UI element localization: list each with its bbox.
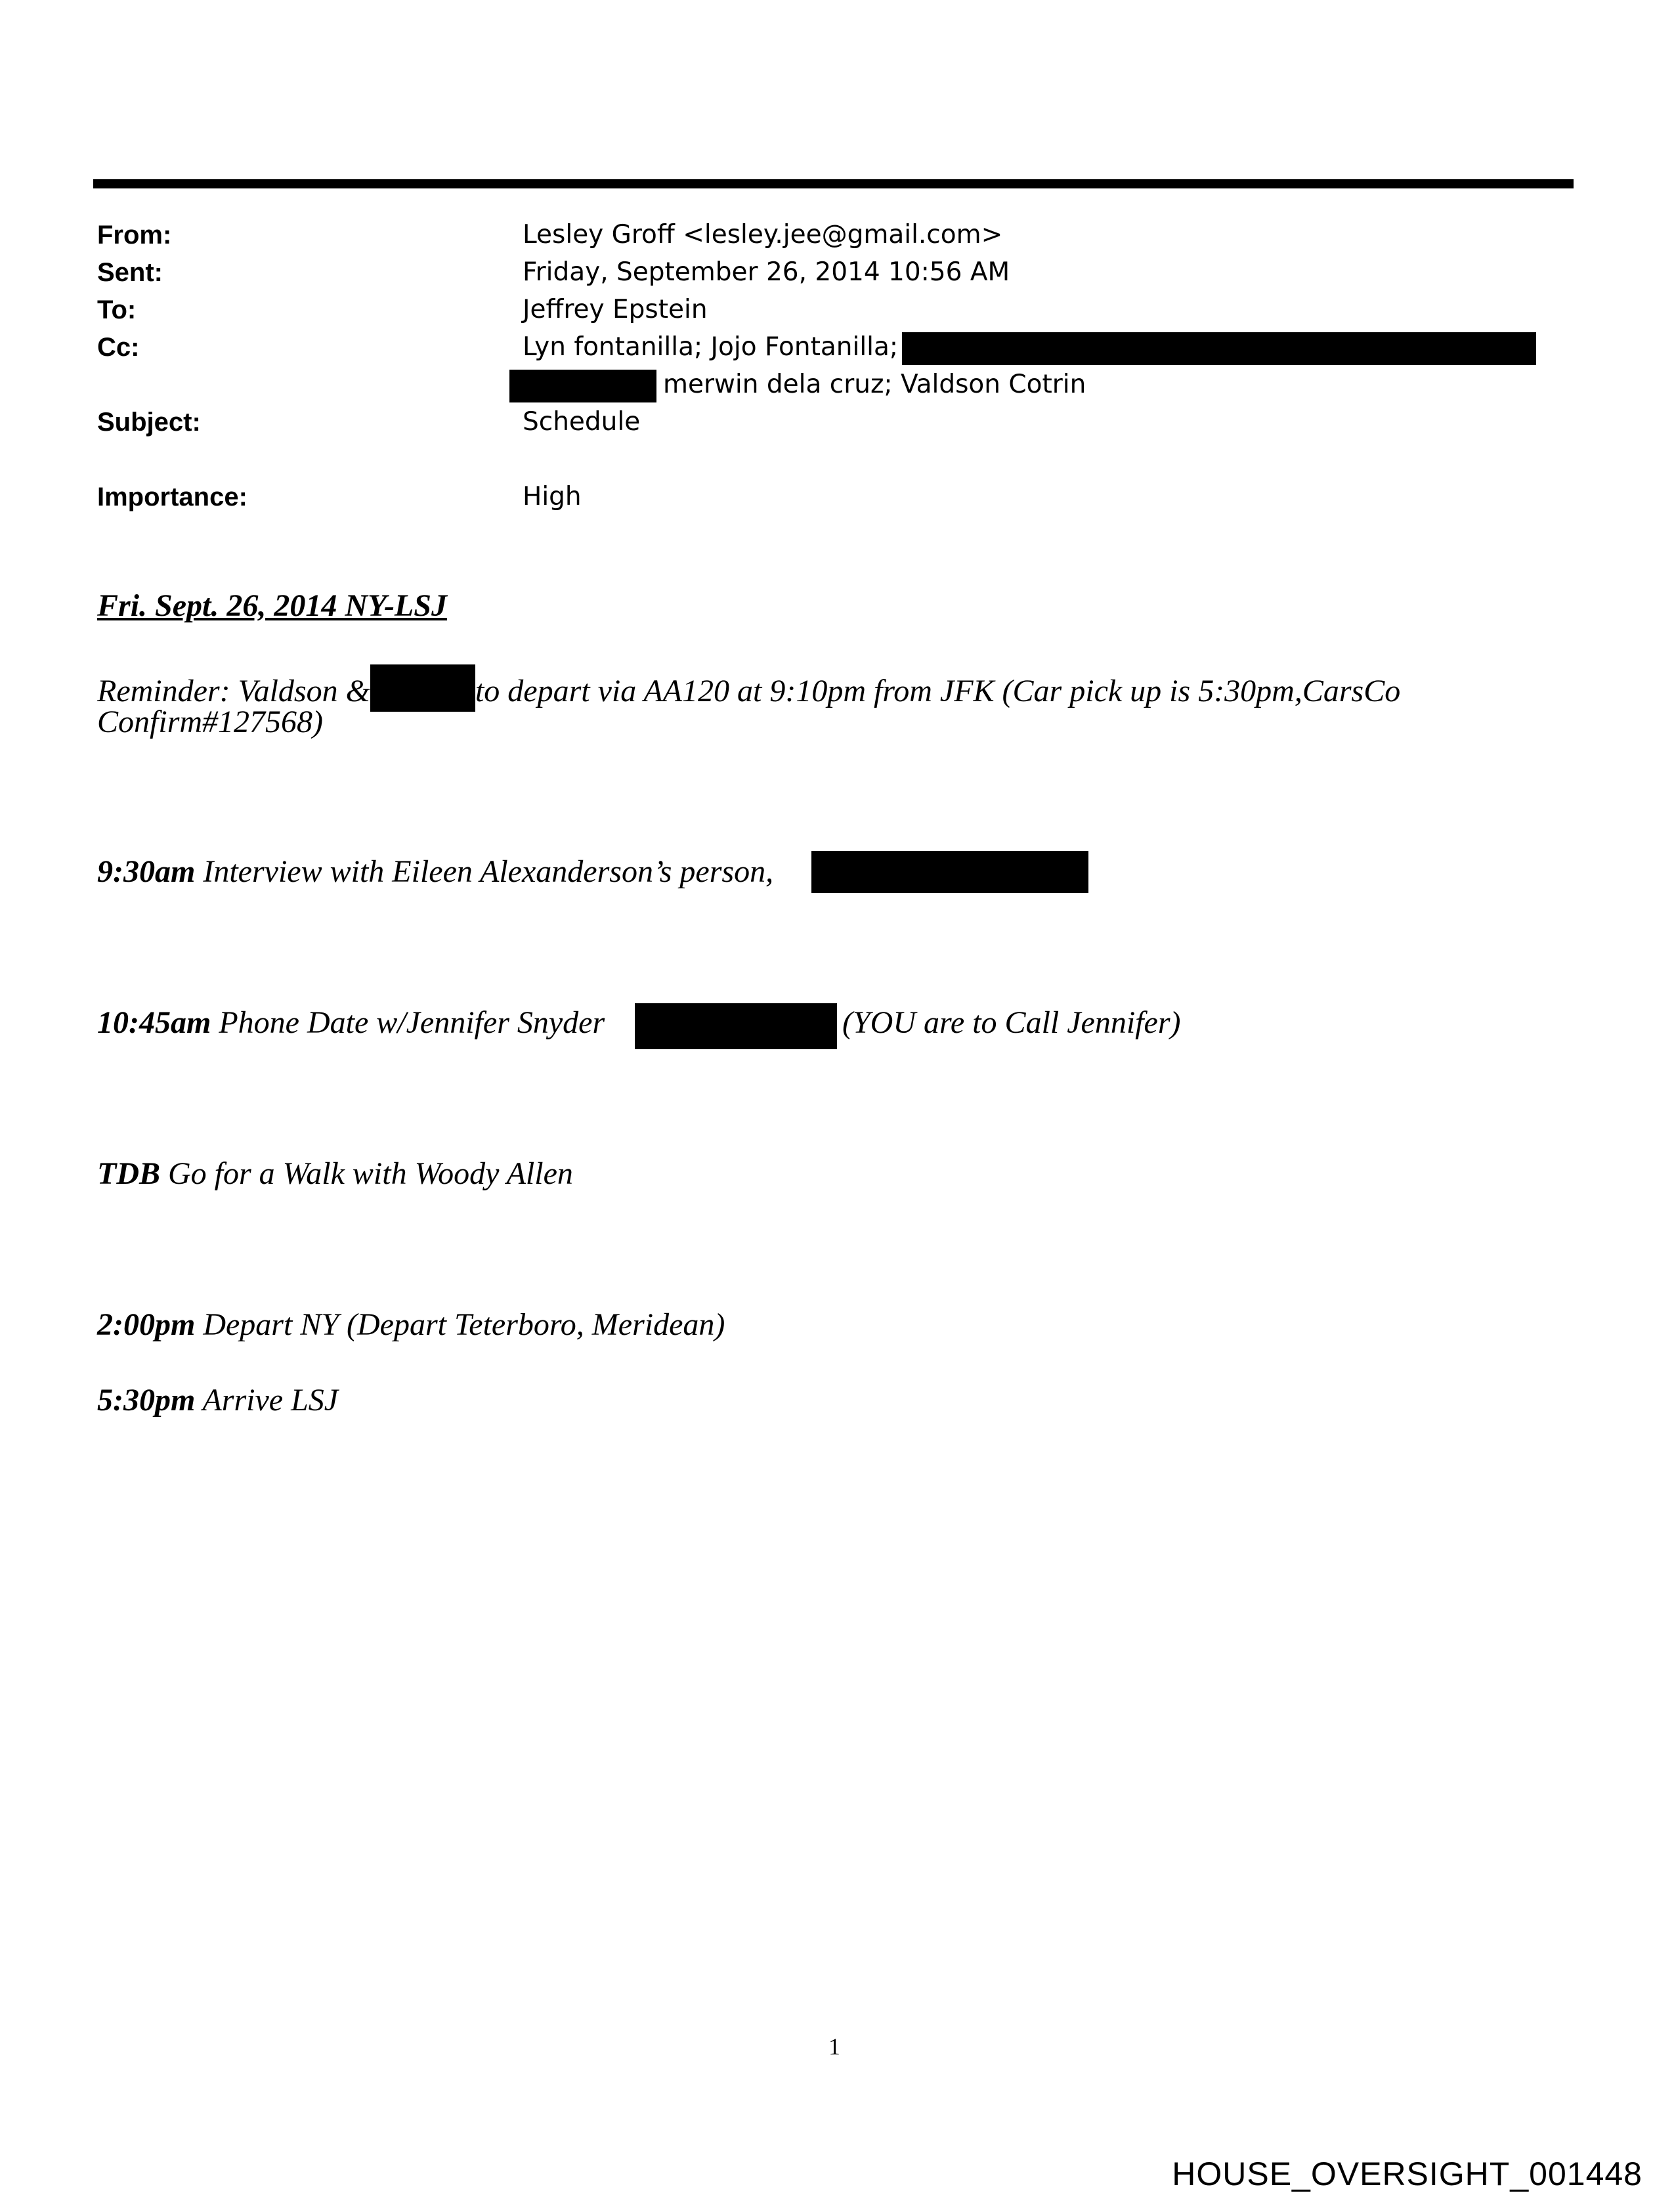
item-text: Interview with Eileen Alexanderson’s person, bbox=[203, 854, 774, 889]
item-time: 10:45am bbox=[97, 1005, 211, 1040]
subject-label: Subject: bbox=[97, 408, 201, 437]
schedule-item bbox=[97, 854, 773, 890]
item-text: Depart NY (Depart Teterboro, Meridean) bbox=[203, 1307, 725, 1342]
to-label: To: bbox=[97, 295, 137, 324]
item-text: Phone Date w/Jennifer Snyder bbox=[219, 1005, 605, 1040]
item-suffix: (YOU are to Call Jennifer) bbox=[842, 1005, 1181, 1040]
cc-line-1-text: Lyn fontanilla; Jojo Fontanilla; bbox=[523, 332, 899, 362]
to-value: Jeffrey Epstein bbox=[523, 295, 708, 324]
redaction-box bbox=[370, 664, 475, 712]
schedule-item bbox=[97, 1005, 605, 1041]
sent-value: Friday, September 26, 2014 10:56 AM bbox=[523, 257, 1010, 287]
sent-label: Sent: bbox=[97, 258, 163, 287]
item-text: Go for a Walk with Woody Allen bbox=[168, 1156, 573, 1191]
reminder-line-2: Confirm#127568) bbox=[97, 705, 324, 739]
importance-label: Importance: bbox=[97, 483, 247, 511]
redaction-box bbox=[635, 1003, 837, 1049]
schedule-item bbox=[97, 1307, 725, 1343]
importance-value: High bbox=[523, 482, 582, 511]
subject-value: Schedule bbox=[523, 407, 641, 437]
item-time: 5:30pm bbox=[97, 1383, 196, 1418]
item-time: TDB bbox=[97, 1156, 160, 1191]
item-time: 2:00pm bbox=[97, 1307, 196, 1342]
from-value: Lesley Groff <lesley.jee@gmail.com> bbox=[523, 220, 1003, 249]
item-text: Arrive LSJ bbox=[202, 1383, 339, 1418]
reminder-pre: Reminder: Valdson & bbox=[97, 674, 370, 708]
redaction-box bbox=[902, 332, 1536, 365]
cc-line-2 bbox=[509, 368, 1086, 402]
redaction-box bbox=[811, 851, 1088, 893]
header-rule bbox=[93, 179, 1574, 188]
schedule-item bbox=[97, 1382, 338, 1419]
cc-line-1 bbox=[523, 331, 1536, 365]
from-label: From: bbox=[97, 221, 172, 249]
schedule-item bbox=[97, 1156, 573, 1192]
redaction-box bbox=[509, 370, 656, 402]
cc-label: Cc: bbox=[97, 333, 140, 362]
schedule-title: Fri. Sept. 26, 2014 NY-LSJ bbox=[97, 588, 447, 623]
bates-number: HOUSE_OVERSIGHT_001448 bbox=[1172, 2156, 1642, 2192]
reminder-post: to depart via AA120 at 9:10pm from JFK (Car pick up is 5:30pm,CarsCo bbox=[475, 674, 1401, 708]
item-time: 9:30am bbox=[97, 854, 196, 889]
cc-line-2-text: merwin dela cruz; Valdson Cotrin bbox=[663, 370, 1086, 399]
page-number: 1 bbox=[828, 2033, 840, 2060]
